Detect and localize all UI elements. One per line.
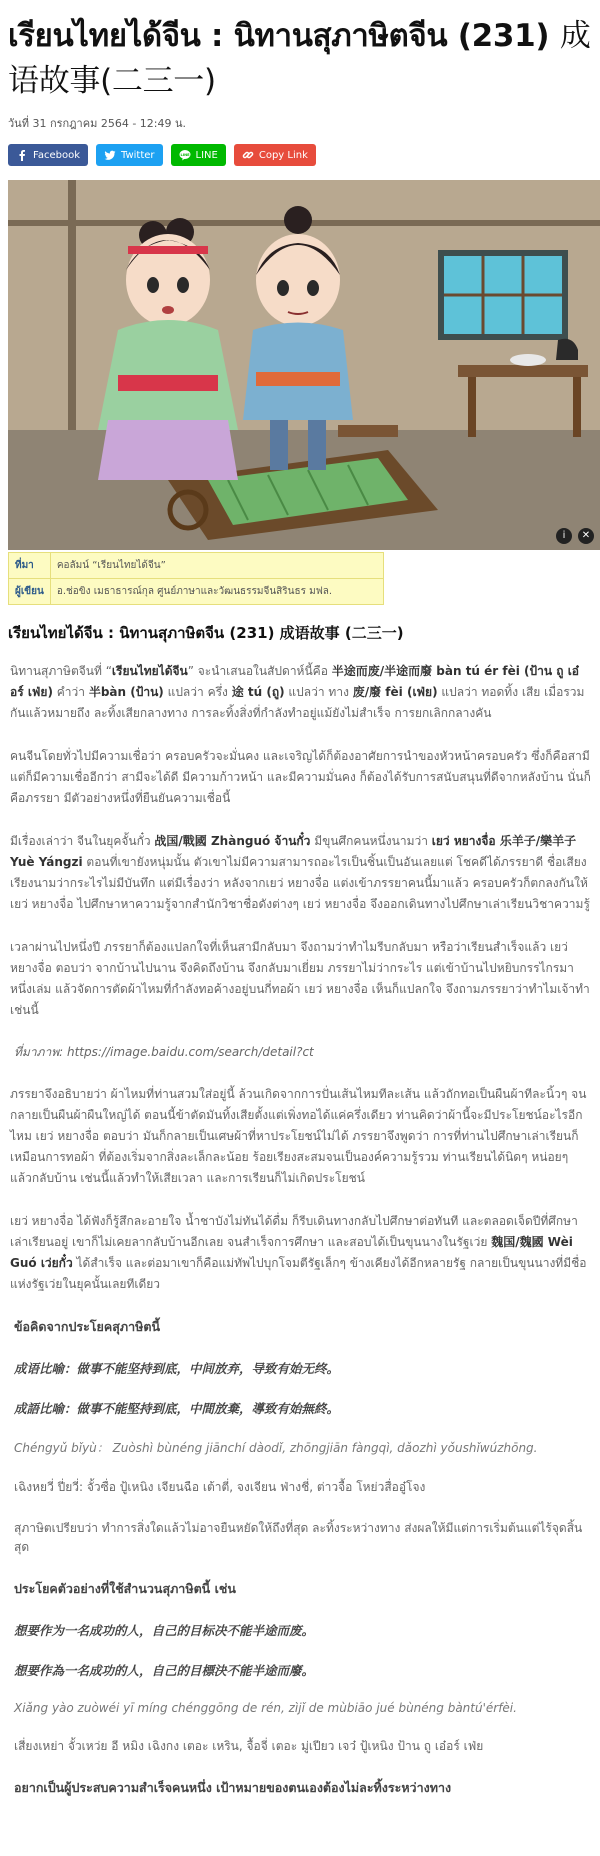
link-icon: [242, 149, 254, 161]
copy-link-label: Copy Link: [258, 149, 308, 161]
example-traditional: 想要作為一名成功的人，自己的目標決不能半途而廢。: [14, 1663, 315, 1678]
example-thai-reading: เสี่ยงเหย่า จั้วเหว่ย อี หมิง เฉิงกง เตอะ เหริน, จื้อจี่ เตอะ มู่เปียว เจว๋ ปู้เหนิง ป้าน ถู เอ๋อร์ เฟ่ย: [14, 1739, 484, 1753]
bold-text: 战国/戰國 Zhànguó จ้านกั๋ว: [154, 834, 311, 848]
bold-text: 魏国/魏國 Wèi Guó เว่ยกั๋ว: [10, 1235, 573, 1270]
idiom-thai-reading: เฉิงหยวี่ ปี่ยวี่: จั้วซื่อ ปู้เหนิง เจียนฉือ เต้าตี่, จงเจียน ฟ่างชี่, ต่าวจื้อ โหย่วสื่ออู๋โจง: [14, 1480, 426, 1494]
paragraph-return-home: เวลาผ่านไปหนึ่งปี ภรรยาก็ต้องแปลกใจที่เห็นสามีกลับมา จึงถามว่าทำไมรีบกลับมา หรือว่าเรียนสำเร็จแล้ว เยว่ หยางจื่อ ตอบว่า จากบ้านไปนาน จึงคิดถึงบ้าน จึงกลับมาเยี่ยม ภรรยาไม่ว่ากระไร แต่เข้าบ้านไปหยิบกรรไกรมาหนึ่งเล่ม แล้วจัดการตัดผ้าไหมที่กำลังทอค้างอยู่บนกี่ทอผ้า เยว่ หยางจื่อ เห็นก็แปลกใจ จึงถามภรรยาว่าทำไมเจ้าทำเช่นนี้: [10, 940, 590, 1017]
source-value: คอลัมน์ “เรียนไทยได้จีน”: [50, 553, 383, 579]
author-value: อ.ช่อขิง เมธาธารณ์กุล ศูนย์ภาษาและวัฒนธรรมจีนสิรินธร มฟล.: [50, 579, 383, 605]
idiom-pinyin: Chéngyǔ bǐyù： Zuòshì bùnéng jiānchí dàodǐ, zhōngjiān fàngqì, dǎozhì yǒushǐwúzhōng.: [14, 1441, 538, 1455]
svg-text:LINE: LINE: [179, 153, 190, 158]
text: แปลว่า ทอดทิ้ง เสีย เมื่อรวมกันแล้วหมายถึง ละทิ้งเสียกลางทาง การละทิ้งสิ่งที่กำลังทำอยู่แม้ยังไม่สำเร็จ การยกเลิกกลางคัน: [10, 685, 585, 720]
article-subtitle: เรียนไทยได้จีน : นิทานสุภาษิตจีน (231) 成语故事 (二三一): [8, 624, 404, 642]
paragraph-belief: คนจีนโดยทั่วไปมีความเชื่อว่า ครอบครัวจะมั่นคง และเจริญได้ก็ต้องอาศัยการนำของหัวหน้าครอบครัว ซึ่งก็คือสามี แต่ก็มีความเชื่ออีกว่า สามีจะได้ดี มีความก้าวหน้า และมีความมั่นคง ก็ต้องได้รับการสนับสนุนที่ดีจากหลังบ้าน นั่นก็คือภรรยา มีตัวอย่างหนึ่งที่ยืนยันความเชื่อนี้: [10, 749, 591, 805]
bold-text: 半bàn (ป้าน): [88, 685, 164, 699]
paragraph-intro: [10, 661, 592, 724]
title-chinese: 成语故事(二三一): [8, 18, 591, 99]
line-icon: [179, 149, 191, 161]
facebook-icon: [16, 149, 28, 161]
hero-overlay-icons: [556, 528, 594, 544]
credit-box: [8, 552, 384, 605]
author-label: ผู้เขียน: [9, 579, 51, 605]
line-label: LINE: [195, 149, 218, 161]
credit-row-source: [9, 553, 384, 579]
example-heading: ประโยคตัวอย่างที่ใช้สำนวนสุภาษิตนี้ เช่น: [14, 1581, 236, 1596]
twitter-icon: [104, 149, 116, 161]
idiom-traditional: 成語比喻：做事不能堅持到底，中間放棄，導致有始無終。: [14, 1401, 340, 1416]
example-simplified: 想要作为一名成功的人，自己的目标决不能半途而废。: [14, 1623, 315, 1638]
bold-text: 半途而废/半途而廢 bàn tú ér fèi (ป้าน ถู เอ๋อร์ เฟ่ย): [10, 664, 580, 699]
bold-text: 途 tú (ถู): [231, 685, 285, 699]
text: แปลว่า ครึ่ง: [163, 685, 232, 699]
example-meaning: อยากเป็นผู้ประสบความสำเร็จคนหนึ่ง เป้าหมายของตนเองต้องไม่ละทิ้งระหว่างทาง: [14, 1780, 452, 1795]
publish-date: วันที่ 31 กรกฎาคม 2564 - 12:49 น.: [8, 117, 187, 130]
share-twitter-button[interactable]: [96, 144, 163, 166]
bold-text: เรียนไทยได้จีน: [111, 664, 188, 678]
idiom-simplified: 成语比喻：做事不能坚持到底，中间放弃，导致有始无终。: [14, 1361, 340, 1376]
bold-text: 废/廢 fèi (เฟ่ย): [352, 685, 438, 699]
paragraph-conclusion: [10, 1211, 592, 1295]
twitter-label: Twitter: [121, 149, 155, 161]
page-title: [8, 14, 592, 104]
lesson-heading: ข้อคิดจากประโยคสุภาษิตนี้: [14, 1319, 160, 1334]
share-line-button[interactable]: [171, 144, 226, 166]
text: ” จะนำเสนอในสัปดาห์นี้คือ: [187, 664, 332, 678]
facebook-label: Facebook: [33, 149, 80, 161]
bold-text: เยว่ หยางจื่อ 乐羊子/樂羊子 Yuè Yángzi: [10, 834, 577, 869]
example-pinyin: Xiǎng yào zuòwéi yī míng chénggōng de rén, zìjǐ de mùbiāo jué bùnéng bàntú'érfèi.: [14, 1701, 517, 1715]
text: แปลว่า ทาง: [284, 685, 353, 699]
info-icon[interactable]: i: [556, 528, 572, 544]
source-label: ที่มา: [9, 553, 51, 579]
title-thai: เรียนไทยได้จีน : นิทานสุภาษิตจีน (231): [8, 18, 550, 54]
paragraph-wife-explains: ภรรยาจึงอธิบายว่า ผ้าไหมที่ท่านสวมใส่อยู่นี้ ล้วนเกิดจากการปั่นเส้นไหมทีละเส้น แล้วถักทอเป็นผืนผ้าทีละนิ้วๆ จนกลายเป็นผืนผ้าผืนใหญ่ได้ ตอนนี้ข้าตัดมันทิ้งเสียตั้งแต่เพิ่งทอได้แค่ครึ่งเดียว ท่านคิดว่าผ้านี้จะมีประโยชน์อะไรอีกไหม เยว่ หยางจื่อ ตอบว่า มันก็กลายเป็นเศษผ้าที่หาประโยชน์ไม่ได้ ภรรยาจึงพูดว่า การที่ท่านไปศึกษาเล่าเรียนก็เหมือนการทอผ้า ที่ต้องเริ่มจากสิ่งละเล็กละน้อย ร้อยเรียงสะสมจนเป็นองค์ความรู้รวม ท่านเรียนได้นิดๆ หน่อยๆ แล้วกลับบ้าน เช่นนี้แล้วทำให้เสียเวลา และการเรียนก็ไม่เกิดประโยชน์: [10, 1087, 587, 1185]
credit-row-author: [9, 579, 384, 605]
share-facebook-button[interactable]: [8, 144, 88, 166]
copy-link-button[interactable]: [234, 144, 316, 166]
hero-illustration: [8, 180, 600, 550]
text: มีขุนศึกคนหนึ่งนามว่า: [310, 834, 432, 848]
text: คำว่า: [52, 685, 89, 699]
text: ได้สำเร็จ และต่อมาเขาก็คือแม่ทัพไปบุกโจมตีรัฐเล็กๆ ข้างเคียงได้อีกหลายรัฐ กลายเป็นขุนนางที่มีชื่อแห่งรัฐเว่ยในยุคนั้นเลยทีเดียว: [10, 1256, 587, 1291]
text: มีเรื่องเล่าว่า จีนในยุคจั้นกั๋ว: [10, 834, 155, 848]
text: ตอนที่เขายังหนุ่มนั้น ตัวเขาไม่มีความสามารถอะไรเป็นชิ้นเป็นอันเลยแต่ โชคดีได้ภรรยาดี ชื่อเสียงเรียงนามว่ากระไรไม่มีบันทึก แต่มีเรื่องว่า หลังจากเยว่ หยางจื่อ แต่งเข้าภรรยาคนนี้มาแล้ว ครอบครัวก็ตกลงกันให้เยว่ หยางจื่อ ไปศึกษาหาความรู้จากสำนักวิชาชื่อดังต่างๆ เยว่ หยางจื่อ จึงออกเดินทางไปศึกษาเล่าเรียนวิชาความรู้: [10, 855, 590, 911]
share-bar: [8, 144, 592, 166]
text: นิทานสุภาษิตจีนที่ “: [10, 664, 112, 678]
photo-source: ที่มาภาพ: https://image.baidu.com/search/detail?ct: [14, 1045, 314, 1059]
text: เยว่ หยางจื่อ ได้ฟังก็รู้สึกละอายใจ น้ำชาบังไม่ทันได้ดื่ม ก็รีบเดินทางกลับไปศึกษาต่อทันที และตลอดเจ็ดปีที่ศึกษาเล่าเรียนอยู่ เขาก็ไม่เคยลากลับบ้านอีกเลย จนสำเร็จการศึกษา และสอบได้เป็นขุนนางในรัฐเว่ย: [10, 1214, 578, 1249]
close-icon[interactable]: ✕: [578, 528, 594, 544]
hero-image: [8, 180, 600, 550]
paragraph-story-start: [10, 831, 592, 915]
idiom-meaning: สุภาษิตเปรียบว่า ทำการสิ่งใดแล้วไม่อาจยืนหยัดให้ถึงที่สุด ละทิ้งระหว่างทาง ส่งผลให้มีแต่การเริ่มต้นแต่ไร้จุดสิ้นสุด: [14, 1521, 583, 1554]
